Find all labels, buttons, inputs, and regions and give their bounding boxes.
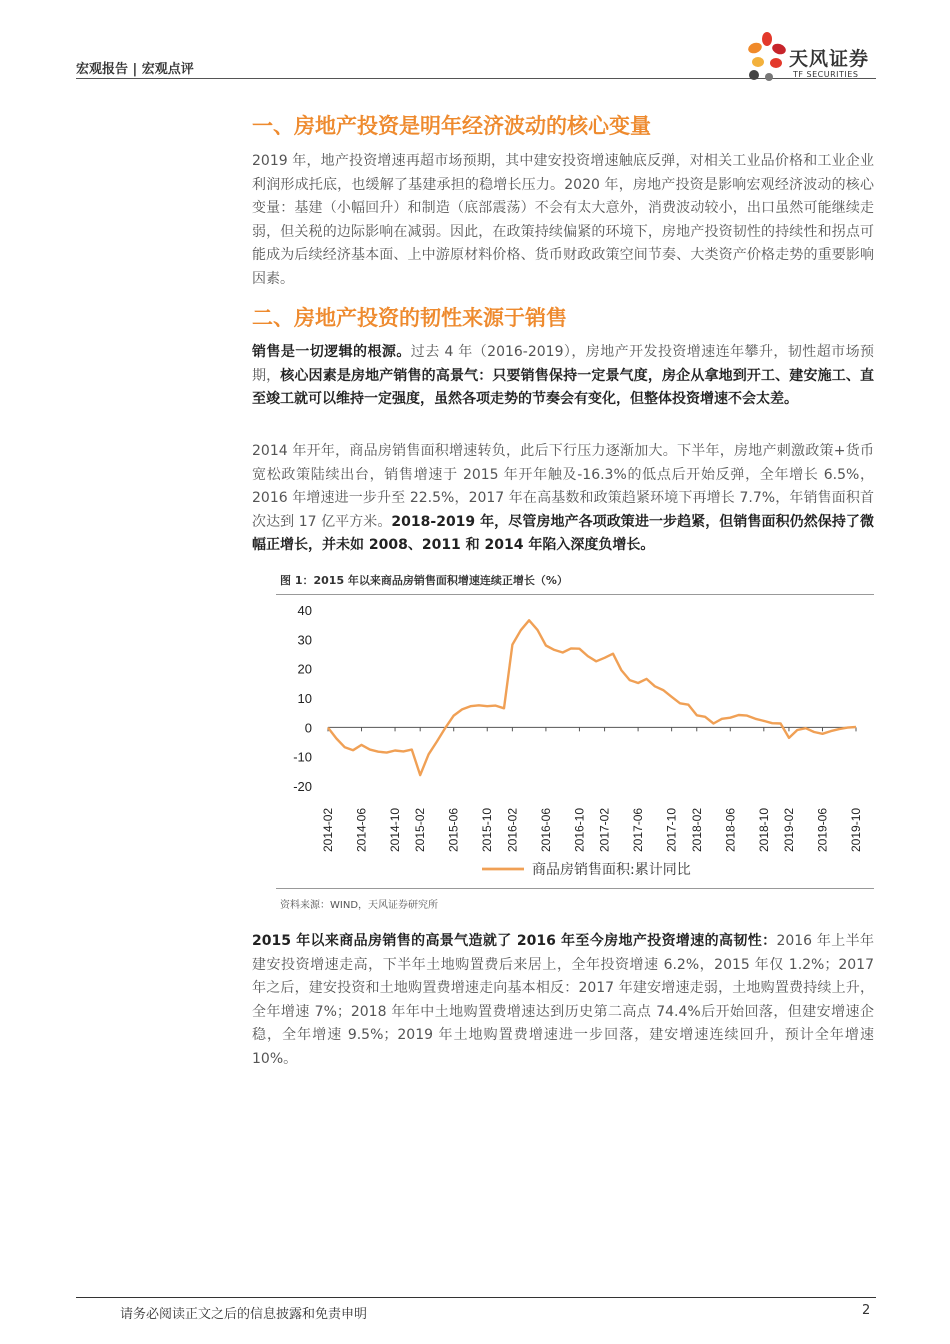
y-tick-label: 0 — [304, 720, 312, 736]
footer-divider — [76, 1297, 876, 1298]
figure-bottom-rule — [276, 888, 874, 889]
logo-brand-cn: 天风证券 — [789, 48, 870, 70]
p2-text-1: 2014 年开年，商品房销售面积增速转负，此后下行压力逐渐加大。下半年，房地产刺激政策+货币宽松政策陆续出台，销售增速于 2015 年开年触及-16.3%的低点后开始反弹，全年增长 6.5%，2016 年增速进一步升至 22.5%，2017 年在高基数和政策趋紧环境下再增长 7.7%，年销售面积首次达到 17 亿平方米。 — [252, 443, 874, 530]
figure-source: 资料来源：WIND，天风证券研究所 — [280, 900, 439, 911]
x-tick-label: 2015-06 — [446, 807, 461, 852]
p1-bold-1: 销售是一切逻辑的根源。 — [252, 344, 411, 360]
x-tick-label: 2018-10 — [756, 807, 771, 852]
sales-area-growth-chart — [276, 596, 874, 886]
x-tick-label: 2014-06 — [354, 807, 369, 852]
section2-paragraph-1 — [252, 341, 874, 412]
company-logo — [745, 30, 885, 86]
p2-bold-1: 2018-2019 年，尽管房地产各项政策进一步趋紧，但销售面积仍然保持了微幅正增长，并未如 2008、2011 和 2014 年陷入深度负增长。 — [252, 513, 874, 553]
legend-label: 商品房销售面积:累计同比 — [532, 862, 691, 878]
series-line-sales-area — [328, 620, 856, 775]
p3-bold-1: 2015 年以来商品房销售的高景气造就了 2016 年至今房地产投资增速的高韧性： — [252, 933, 777, 949]
y-tick-label: -20 — [293, 779, 312, 794]
page-number: 2 — [862, 1303, 871, 1318]
x-tick-label: 2017-10 — [664, 807, 679, 852]
x-tick-label: 2019-02 — [781, 807, 796, 852]
section2-paragraph-3 — [252, 930, 874, 1071]
x-tick-label: 2019-10 — [849, 807, 863, 852]
y-tick-label: 20 — [297, 661, 312, 677]
figure-title: 图 1：2015 年以来商品房销售面积增速连续正增长（%） — [280, 574, 568, 587]
p3-text-1: 2016 年上半年建安投资增速走高，下半年土地购置费后来居上，全年投资增速 6.2%，2015 年仅 1.2%；2017 年之后，建安投资和土地购置费增速走向基本相反：2017 年建安增速走弱，土地购置费持续上升，全年增速 7%；2018 年年中土地购置费增速达到历史第二高点 74.4%后开始回落，但建安增速企稳，全年增速 9.5%；2019 年土地购置费增速进一步回落，建安增速连续回升，预计全年增速 10%。 — [252, 933, 874, 1067]
x-tick-label: 2016-10 — [572, 807, 587, 852]
report-category: 宏观报告 | 宏观点评 — [76, 62, 194, 77]
y-tick-label: 30 — [297, 632, 312, 648]
logo-brand-en: TF SECURITIES — [793, 70, 859, 79]
x-tick-label: 2016-06 — [538, 807, 553, 852]
x-tick-label: 2014-10 — [388, 807, 403, 852]
x-tick-label: 2017-02 — [597, 807, 612, 852]
x-tick-label: 2019-06 — [815, 807, 830, 852]
x-tick-label: 2018-06 — [723, 807, 738, 852]
section2-paragraph-2 — [252, 440, 874, 558]
section2-title: 二、房地产投资的韧性来源于销售 — [252, 306, 567, 330]
y-tick-label: 10 — [297, 691, 312, 706]
p1-text-1: 过去 4 年（2016-2019），房地产开发投资增速连年攀升，韧性超市场预期， — [252, 344, 874, 384]
footer-disclaimer: 请务必阅读正文之后的信息披露和免责申明 — [120, 1307, 368, 1322]
y-tick-label: -10 — [293, 749, 312, 765]
x-tick-label: 2016-02 — [505, 807, 520, 852]
p1-bold-2: 核心因素是房地产销售的高景气：只要销售保持一定景气度，房企从拿地到开工、建安施工、直至竣工就可以维持一定强度，虽然各项走势的节奏会有变化，但整体投资增速不会太差。 — [252, 367, 874, 407]
y-tick-label: 40 — [297, 603, 312, 618]
figure-top-rule — [276, 594, 874, 595]
x-tick-label: 2014-02 — [321, 807, 335, 852]
flower-logo-icon — [745, 30, 791, 86]
section1-title: 一、房地产投资是明年经济波动的核心变量 — [252, 114, 651, 138]
section1-paragraph: 2019 年，地产投资增速再超市场预期，其中建安投资增速触底反弹，对相关工业品价格和工业企业利润形成托底，也缓解了基建承担的稳增长压力。2020 年，房地产投资是影响宏观经济波动的核心变量：基建（小幅回升）和制造（底部震荡）不会有太大意外，消费波动较小，出口虽然可能继续走弱，但关税的边际影响在减弱。因此，在政策持续偏紧的环境下，房地产投资韧性的持续性和拐点可能成为后续经济基本面、上中游原材料价格、货币财政政策空间节奏、大类资产价格走势的重要影响因素。 — [252, 153, 874, 287]
x-tick-label: 2015-02 — [413, 807, 428, 852]
x-tick-label: 2015-10 — [480, 807, 495, 852]
x-tick-label: 2018-02 — [689, 807, 704, 852]
x-tick-label: 2017-06 — [631, 807, 646, 852]
